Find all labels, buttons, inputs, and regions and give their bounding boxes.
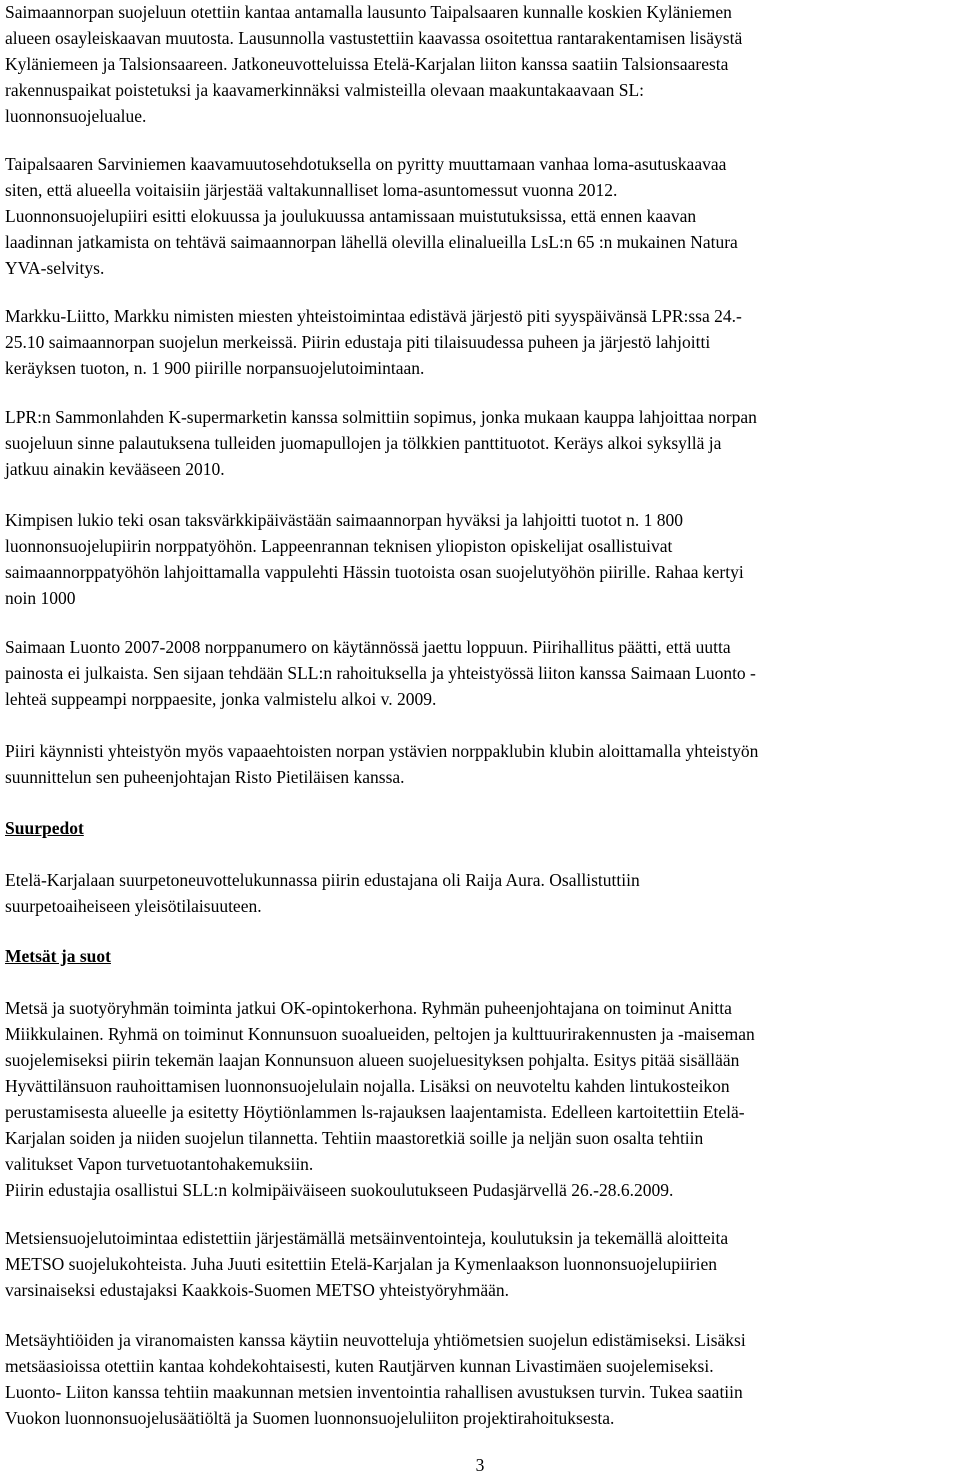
paragraph-saimaan-luonto [5, 634, 955, 712]
text-line: Metsiensuojelutoimintaa edistettiin järjestämällä metsäinventointeja, koulutuksin ja tekemällä aloitteita [5, 1228, 729, 1248]
text-line: rakennuspaikat poistetuksi ja kaavamerkinnäksi valmisteilla olevaan maakuntakaavaan SL: [5, 80, 645, 100]
page-number: 3 [475, 1455, 485, 1475]
paragraph-kimpisen-lukio [5, 507, 955, 611]
text-line: Piiri käynnisti yhteistyön myös vapaaehtoisten norpan ystävien norppaklubin klubin aloittamalla yhteistyön [5, 741, 759, 761]
text-line: Kyläniemeen ja Talsionsaareen. Jatkoneuvotteluissa Etelä-Karjalan liiton kanssa saatiin Talsionsaaresta [5, 54, 729, 74]
text-line: Etelä-Karjalaan suurpetoneuvottelukunnassa piirin edustajana oli Raija Aura. Osallistuttiin [5, 870, 640, 890]
text-line: METSO suojelukohteista. Juha Juuti esitettiin Etelä-Karjalan ja Kymenlaakson luonnonsuojelupiirien [5, 1254, 718, 1274]
text-line: laadinnan jatkamista on tehtävä saimaannorpan lähellä olevilla elinalueilla LsL:n 65 :n mukainen Natura [5, 232, 738, 252]
text-line: Luonto- Liiton kanssa tehtiin maakunnan metsien inventointia rahallisen avustuksen turvin. Tukea saatiin [5, 1382, 743, 1402]
text-line: Metsä ja suotyöryhmän toiminta jatkui OK-opintokerhona. Ryhmän puheenjohtajana on toiminut Anitta [5, 998, 732, 1018]
text-line: Karjalan soiden ja niiden suojelun tilannetta. Tehtiin maastoretkiä soille ja neljän suon osalta tehtiin [5, 1128, 704, 1148]
text-line: Taipalsaaren Sarviniemen kaavamuutosehdotuksella on pyritty muuttamaan vanhaa loma-asutuskaavaa [5, 154, 727, 174]
text-line: alueen osayleiskaavan muutosta. Lausunnolla vastustettiin kaavassa osoitettua rantarakentamisen lisäystä [5, 28, 743, 48]
text-line: lehteä suppeampi norppaesite, jonka valmistelu alkoi v. 2009. [5, 689, 437, 709]
heading-text: Metsät ja suot [5, 946, 111, 966]
paragraph-markku-liitto [5, 303, 955, 381]
text-line: noin 1000 [5, 588, 76, 608]
paragraph-norppaklubi [5, 738, 955, 790]
text-line: keräyksen tuoton, n. 1 900 piirille norpansuojelutoimintaan. [5, 358, 425, 378]
text-line: luonnonsuojelupiirin norppatyöhön. Lappeenrannan teknisen yliopiston opiskelijat osallistuivat [5, 536, 673, 556]
text-line: YVA-selvitys. [5, 258, 105, 278]
text-line: suunnittelun sen puheenjohtajan Risto Pietiläisen kanssa. [5, 767, 405, 787]
text-line: suojelemiseksi piirin tekemän laajan Konnunsuon alueen suojeluesityksen pohjalta. Esitys pitää sisällään [5, 1050, 740, 1070]
text-line: jatkuu ainakin kevääseen 2010. [5, 459, 225, 479]
heading-text: Suurpedot [5, 818, 84, 838]
text-line: painosta ei julkaista. Sen sijaan tehdään SLL:n rahoituksella ja yhteistyössä liiton kanssa Saimaan Luonto - [5, 663, 756, 683]
text-line: LPR:n Sammonlahden K-supermarketin kanssa solmittiin sopimus, jonka mukaan kauppa lahjoittaa norpan [5, 407, 757, 427]
text-line: siten, että alueella voitaisiin järjestää valtakunnalliset loma-asuntomessut vuonna 2012. [5, 180, 618, 200]
paragraph-suurpedot [5, 867, 955, 919]
text-line: varsinaiseksi edustajaksi Kaakkois-Suomen METSO yhteistyöryhmään. [5, 1280, 510, 1300]
paragraph-kylaniemi [5, 0, 955, 129]
text-line: suurpetoaiheiseen yleisötilaisuuteen. [5, 896, 262, 916]
text-line: luonnonsuojelualue. [5, 106, 147, 126]
text-line: metsäasioissa otettiin kantaa kohdekohtaisesti, kuten Rautjärven kunnan Livastimäen suojelemiseksi. [5, 1356, 714, 1376]
heading-metsat-ja-suot [5, 943, 955, 969]
text-line: Markku-Liitto, Markku nimisten miesten yhteistoimintaa edistävä järjestö piti syyspäivänsä LPR:ssa 24.- [5, 306, 742, 326]
text-line: Metsäyhtiöiden ja viranomaisten kanssa käytiin neuvotteluja yhtiömetsien suojelun edistämiseksi. Lisäksi [5, 1330, 746, 1350]
paragraph-sarviniemi [5, 151, 955, 281]
text-line: Kimpisen lukio teki osan taksvärkkipäivästään saimaannorpan hyväksi ja lahjoitti tuotot n. 1 800 [5, 510, 683, 530]
text-line: saimaannorppatyöhön lahjoittamalla vappulehti Hässin tuotoista osan suojelutyöhön piirille. Rahaa kertyi [5, 562, 744, 582]
text-line: 25.10 saimaannorpan suojelun merkeissä. Piirin edustaja piti tilaisuudessa puheen ja järjestö lahjoitti [5, 332, 711, 352]
text-line: Miikkulainen. Ryhmä on toiminut Konnunsuon suoalueiden, peltojen ja kulttuurirakennusten ja -maiseman [5, 1024, 755, 1044]
text-line: Piirin edustajia osallistui SLL:n kolmipäiväiseen suokoulutukseen Pudasjärvellä 26.-28.6.2009. [5, 1180, 674, 1200]
text-line: Saimaan Luonto 2007-2008 norppanumero on käytännössä jaettu loppuun. Piirihallitus päätti, että uutta [5, 637, 731, 657]
paragraph-k-supermarket [5, 404, 955, 482]
text-line: valitukset Vapon turvetuotantohakemuksiin. [5, 1154, 314, 1174]
text-line: perustamisesta alueelle ja esitetty Höytiönlammen ls-rajauksen laajentamista. Edelleen kartoitettiin Etelä- [5, 1102, 745, 1122]
paragraph-metso [5, 1225, 955, 1303]
text-line: Hyvättilänsuon rauhoittamisen luonnonsuojelulain nojalla. Lisäksi on neuvoteltu kahden lintukosteikon [5, 1076, 730, 1096]
text-line: Luonnonsuojelupiiri esitti elokuussa ja joulukuussa antamissaan muistutuksissa, että ennen kaavan [5, 206, 697, 226]
text-line: Vuokon luonnonsuojelusäätiöltä ja Suomen luonnonsuojeluliiton projektirahoituksesta. [5, 1408, 615, 1428]
text-line: suojeluun sinne palautuksena tulleiden juomapullojen ja tölkkien panttituotot. Keräys alkoi syksyllä ja [5, 433, 722, 453]
heading-suurpedot [5, 815, 955, 841]
paragraph-metsayhtiot [5, 1327, 955, 1431]
text-line: Saimaannorpan suojeluun otettiin kantaa antamalla lausunto Taipalsaaren kunnalle koskien Kyläniemen [5, 2, 732, 22]
paragraph-metsa-ja-suotyoryhma [5, 995, 955, 1203]
